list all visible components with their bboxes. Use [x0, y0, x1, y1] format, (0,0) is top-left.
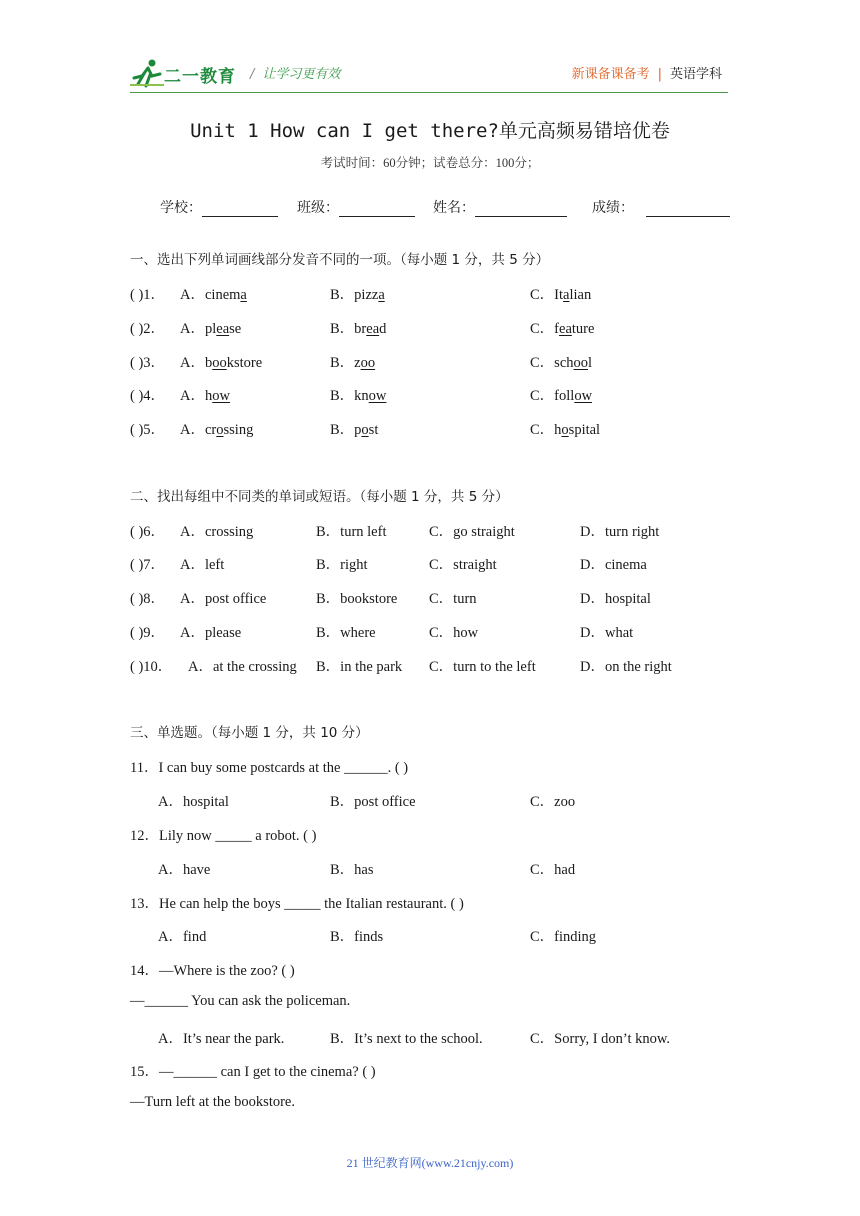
option-c[interactable]: C．school — [530, 355, 593, 371]
header-tag: 新课备课备考 — [571, 67, 650, 82]
option-b[interactable]: B．turn left — [316, 524, 387, 540]
question-15-line2 — [130, 1094, 730, 1114]
answer-bracket[interactable]: ( )4． — [130, 388, 166, 404]
option-d[interactable]: D．hospital — [580, 591, 651, 607]
option-b[interactable]: B．post office — [330, 794, 416, 810]
question-5 — [130, 418, 730, 438]
name-label: 姓名： — [433, 200, 475, 216]
question-12-options — [130, 858, 730, 878]
dialogue-line: —Turn left at the bookstore. — [130, 1094, 295, 1110]
slogan: / 让学习更有效 — [250, 67, 341, 82]
answer-bracket[interactable]: ( )10． — [130, 659, 173, 675]
option-c[interactable]: C．turn to the left — [429, 659, 536, 675]
option-a[interactable]: A．how — [180, 388, 230, 404]
section-2-title: 二、找出每组中不同类的单词或短语。（每小题 1 分，共 5 分） — [130, 489, 509, 505]
option-c[interactable]: C．turn — [429, 591, 477, 607]
option-a[interactable]: A．crossing — [180, 524, 254, 540]
page-title — [0, 116, 860, 143]
option-a[interactable]: A．please — [180, 625, 242, 641]
option-c[interactable]: C．hospital — [530, 422, 601, 438]
name-field[interactable] — [433, 197, 567, 217]
question-9 — [130, 621, 730, 641]
answer-bracket[interactable]: ( )9． — [130, 625, 166, 641]
answer-bracket[interactable]: ( )6． — [130, 524, 166, 540]
option-a[interactable]: A．cinema — [180, 287, 247, 303]
question-10 — [130, 655, 730, 675]
question-1 — [130, 283, 730, 303]
option-c[interactable]: C．had — [530, 862, 576, 878]
option-c[interactable]: C．how — [429, 625, 479, 641]
option-a[interactable]: A．find — [158, 929, 207, 945]
option-a[interactable]: A．crossing — [180, 422, 254, 438]
answer-bracket[interactable]: ( )1． — [130, 287, 166, 303]
option-a[interactable]: A．It’s near the park. — [158, 1031, 285, 1047]
option-b[interactable]: B．in the park — [316, 659, 403, 675]
option-b[interactable]: B．It’s next to the school. — [330, 1031, 483, 1047]
class-field[interactable] — [297, 197, 415, 217]
option-b[interactable]: B．where — [316, 625, 376, 641]
page-header — [130, 58, 730, 92]
option-b[interactable]: B．has — [330, 862, 374, 878]
question-15 — [130, 1060, 730, 1080]
option-d[interactable]: D．turn right — [580, 524, 660, 540]
option-b[interactable]: B．post — [330, 422, 379, 438]
question-7 — [130, 553, 730, 573]
title-cn: 单元高频易错培优卷 — [498, 120, 670, 142]
option-b[interactable]: B．finds — [330, 929, 384, 945]
score-label: 成绩： — [592, 200, 634, 216]
question-stem: 15．—______ can I get to the cinema? ( ) — [130, 1064, 376, 1080]
question-11 — [130, 756, 730, 776]
question-13-options — [130, 925, 730, 945]
title-en: Unit 1 How can I get there? — [190, 120, 499, 142]
section-1-title: 一、选出下列单词画线部分发音不同的一项。（每小题 1 分，共 5 分） — [130, 252, 550, 268]
option-a[interactable]: A．please — [180, 321, 242, 337]
option-d[interactable]: D．on the right — [580, 659, 672, 675]
option-a[interactable]: A．hospital — [158, 794, 229, 810]
option-b[interactable]: B．bookstore — [316, 591, 398, 607]
option-b[interactable]: B．bread — [330, 321, 387, 337]
option-c[interactable]: C．straight — [429, 557, 497, 573]
option-c[interactable]: C．zoo — [530, 794, 576, 810]
option-b[interactable]: B．pizza — [330, 287, 385, 303]
answer-bracket[interactable]: ( )5． — [130, 422, 166, 438]
answer-bracket[interactable]: ( )7． — [130, 557, 166, 573]
option-a[interactable]: A．at the crossing — [188, 659, 297, 675]
option-c[interactable]: C．follow — [530, 388, 593, 404]
option-c[interactable]: C．Italian — [530, 287, 592, 303]
question-14 — [130, 959, 730, 979]
option-a[interactable]: A．have — [158, 862, 211, 878]
question-14-line2 — [130, 993, 730, 1013]
option-d[interactable]: D．what — [580, 625, 634, 641]
school-field[interactable] — [160, 197, 278, 217]
question-stem: 14．—Where is the zoo? ( ) — [130, 963, 295, 979]
header-divider — [130, 92, 728, 93]
page-footer[interactable]: 21 世纪教育网(www.21cnjy.com) — [346, 1156, 514, 1170]
exam-info: 考试时间：60分钟；试卷总分：100分； — [320, 156, 540, 170]
question-2 — [130, 317, 730, 337]
option-d[interactable]: D．cinema — [580, 557, 647, 573]
option-c[interactable]: C．go straight — [429, 524, 515, 540]
option-c[interactable]: C．feature — [530, 321, 595, 337]
question-4 — [130, 384, 730, 404]
option-a[interactable]: A．left — [180, 557, 225, 573]
header-right: 新课备课备考 | 英语学科 — [571, 67, 722, 82]
option-b[interactable]: B．know — [330, 388, 387, 404]
school-label: 学校： — [160, 200, 202, 216]
answer-bracket[interactable]: ( )2． — [130, 321, 166, 337]
option-c[interactable]: C．finding — [530, 929, 597, 945]
question-8 — [130, 587, 730, 607]
option-a[interactable]: A．bookstore — [180, 355, 263, 371]
question-stem: 11．I can buy some postcards at the ______. ( ) — [130, 760, 409, 776]
question-stem: 13．He can help the boys _____ the Italian restaurant. ( ) — [130, 896, 464, 912]
dialogue-line: —______ You can ask the policeman. — [130, 993, 351, 1009]
option-a[interactable]: A．post office — [180, 591, 267, 607]
question-3 — [130, 351, 730, 371]
slogan-text: 让学习更有效 — [262, 67, 341, 82]
question-12 — [130, 824, 730, 844]
question-stem: 12．Lily now _____ a robot. ( ) — [130, 828, 317, 844]
logo — [130, 58, 240, 88]
question-11-options — [130, 790, 730, 810]
option-c[interactable]: C．Sorry, I don’t know. — [530, 1031, 671, 1047]
logo-text: 二一教育 — [164, 67, 236, 87]
section-3-title: 三、单选题。（每小题 1 分，共 10 分） — [130, 725, 369, 741]
option-b[interactable]: B．right — [316, 557, 368, 573]
header-subject: 英语学科 — [669, 67, 722, 82]
answer-bracket[interactable]: ( )3． — [130, 355, 166, 371]
option-b[interactable]: B．zoo — [330, 355, 376, 371]
answer-bracket[interactable]: ( )8． — [130, 591, 166, 607]
question-13 — [130, 892, 730, 912]
question-6 — [130, 520, 730, 540]
class-label: 班级： — [297, 200, 339, 216]
score-field[interactable] — [592, 197, 730, 217]
question-14-options — [130, 1027, 730, 1047]
runner-icon — [130, 58, 166, 88]
